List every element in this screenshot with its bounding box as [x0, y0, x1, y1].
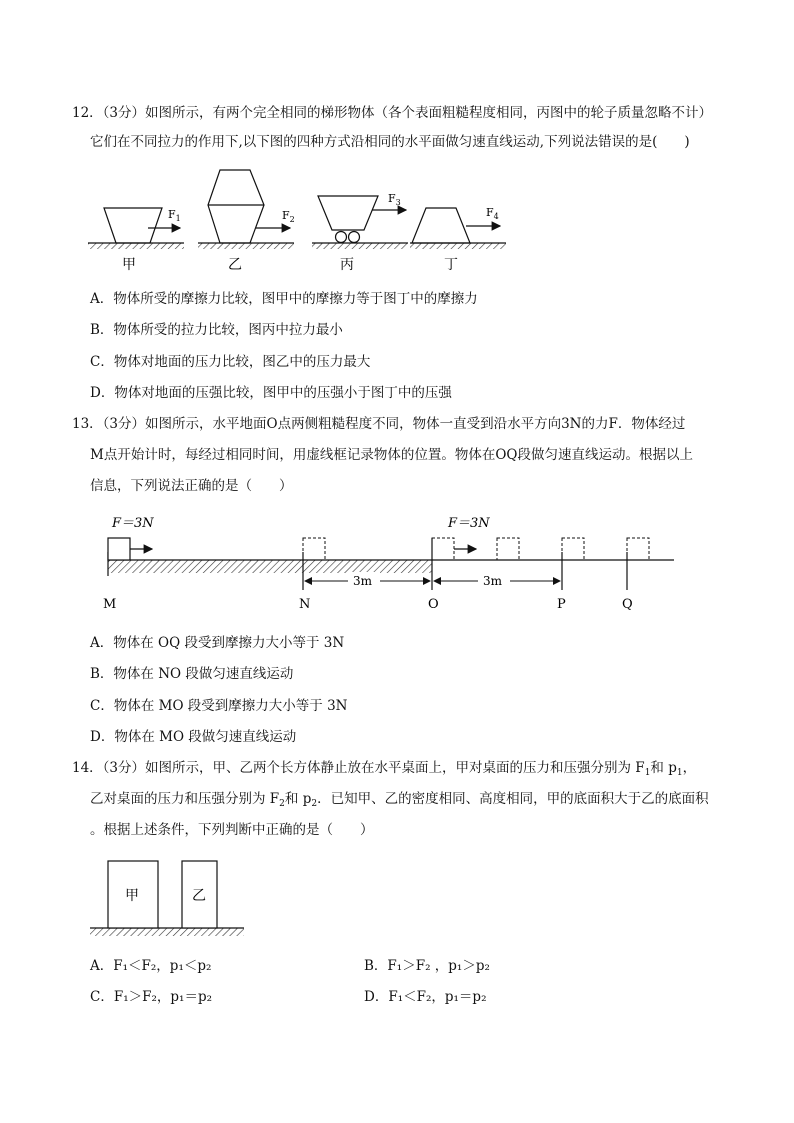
block-label-yi: 乙 [192, 888, 206, 904]
q13-option-a: A．物体在 OQ 段受到摩擦力大小等于 3N [90, 635, 345, 651]
q13-option-d: D．物体在 MO 段做匀速直线运动 [90, 729, 297, 745]
force-label-f4: $F_4$ [486, 206, 499, 221]
block-label-jia: 甲 [125, 888, 139, 904]
q14-option-c: C．F₁＞F₂，p₁＝p₂ [90, 989, 212, 1005]
q12-stem-line1: 12．（3分）如图所示，有两个完全相同的梯形物体（各个表面粗糙程度相同，丙图中的轮子质量忽略不计） [72, 105, 713, 121]
q12-option-d: D．物体对地面的压强比较，图甲中的压强小于图丁中的压强 [90, 385, 452, 401]
diagram-jia [88, 208, 184, 273]
diagram-label-yi: 乙 [228, 257, 242, 273]
q13-option-c: C．物体在 MO 段受到摩擦力大小等于 3N [90, 698, 348, 714]
q13-stem-line3: 信息，下列说法正确的是（ ） [90, 478, 293, 494]
point-o: O [428, 597, 439, 612]
q14-stem-line3: 。根据上述条件，下列判断中正确的是（ ） [90, 822, 374, 838]
force-label-f1: $F_1$ [168, 208, 181, 223]
q14-figure [88, 858, 248, 938]
diagram-ding [410, 206, 506, 273]
q13-figure [98, 508, 688, 618]
q14-option-a: A．F₁＜F₂，p₁＜p₂ [90, 958, 212, 974]
q14-stem-line1: 14．（3分）如图所示，甲、乙两个长方体静止放在水平桌面上，甲对桌面的压力和压强分别为 $F_1$和 $p_1$， [72, 760, 697, 778]
dashed-box-n [303, 538, 325, 560]
q14-option-d: D．F₁＜F₂，p₁＝p₂ [364, 989, 487, 1005]
force-label-f3: $F_3$ [388, 192, 401, 207]
force-label-right: F＝3N [448, 516, 490, 531]
point-n: N [299, 597, 311, 612]
dashed-box-p [562, 538, 584, 560]
diagram-label-jia: 甲 [122, 257, 136, 273]
distance-no: 3m [353, 574, 373, 588]
distance-op: 3m [483, 574, 503, 588]
diagram-yi [198, 170, 295, 273]
force-label-left: F＝3N [112, 516, 154, 531]
dashed-box-o [432, 538, 454, 560]
point-q: Q [622, 597, 633, 612]
force-label-f2: $F_2$ [282, 209, 295, 224]
dashed-box-3 [497, 538, 519, 560]
q12-option-a: A．物体所受的摩擦力比较，图甲中的摩擦力等于图丁中的摩擦力 [90, 291, 478, 307]
q12-figure [88, 166, 508, 276]
q13-stem-line1: 13．（3分）如图所示，水平地面O点两侧粗糙程度不同，物体一直受到沿水平方向3N的力F．物体经过 [72, 416, 686, 432]
diagram-label-ding: 丁 [444, 257, 458, 273]
q12-option-b: B．物体所受的拉力比较，图丙中拉力最小 [90, 322, 343, 338]
q13-stem-line2: M点开始计时，每经过相同时间，用虚线框记录物体的位置。物体在OQ段做匀速直线运动。根据以上 [90, 447, 693, 463]
block-solid [108, 538, 130, 560]
point-p: P [557, 597, 566, 612]
diagram-bing [312, 192, 408, 273]
q12-stem-line2: 它们在不同拉力的作用下,以下图的四种方式沿相同的水平面做匀速直线运动,下列说法错误的是( ) [90, 134, 690, 150]
q14-stem-line2: 乙对桌面的压力和压强分别为 $F_2$和 $p_2$．已知甲、乙的密度相同、高度相同，甲的底面积大于乙的底面积 [90, 791, 709, 809]
point-m: M [103, 597, 117, 612]
q14-option-b: B．F₁＞F₂ ，p₁＞p₂ [364, 958, 490, 974]
dashed-box-q [627, 538, 649, 560]
diagram-label-bing: 丙 [340, 257, 354, 273]
q12-option-c: C．物体对地面的压力比较，图乙中的压力最大 [90, 354, 371, 370]
q13-option-b: B．物体在 NO 段做匀速直线运动 [90, 666, 294, 682]
